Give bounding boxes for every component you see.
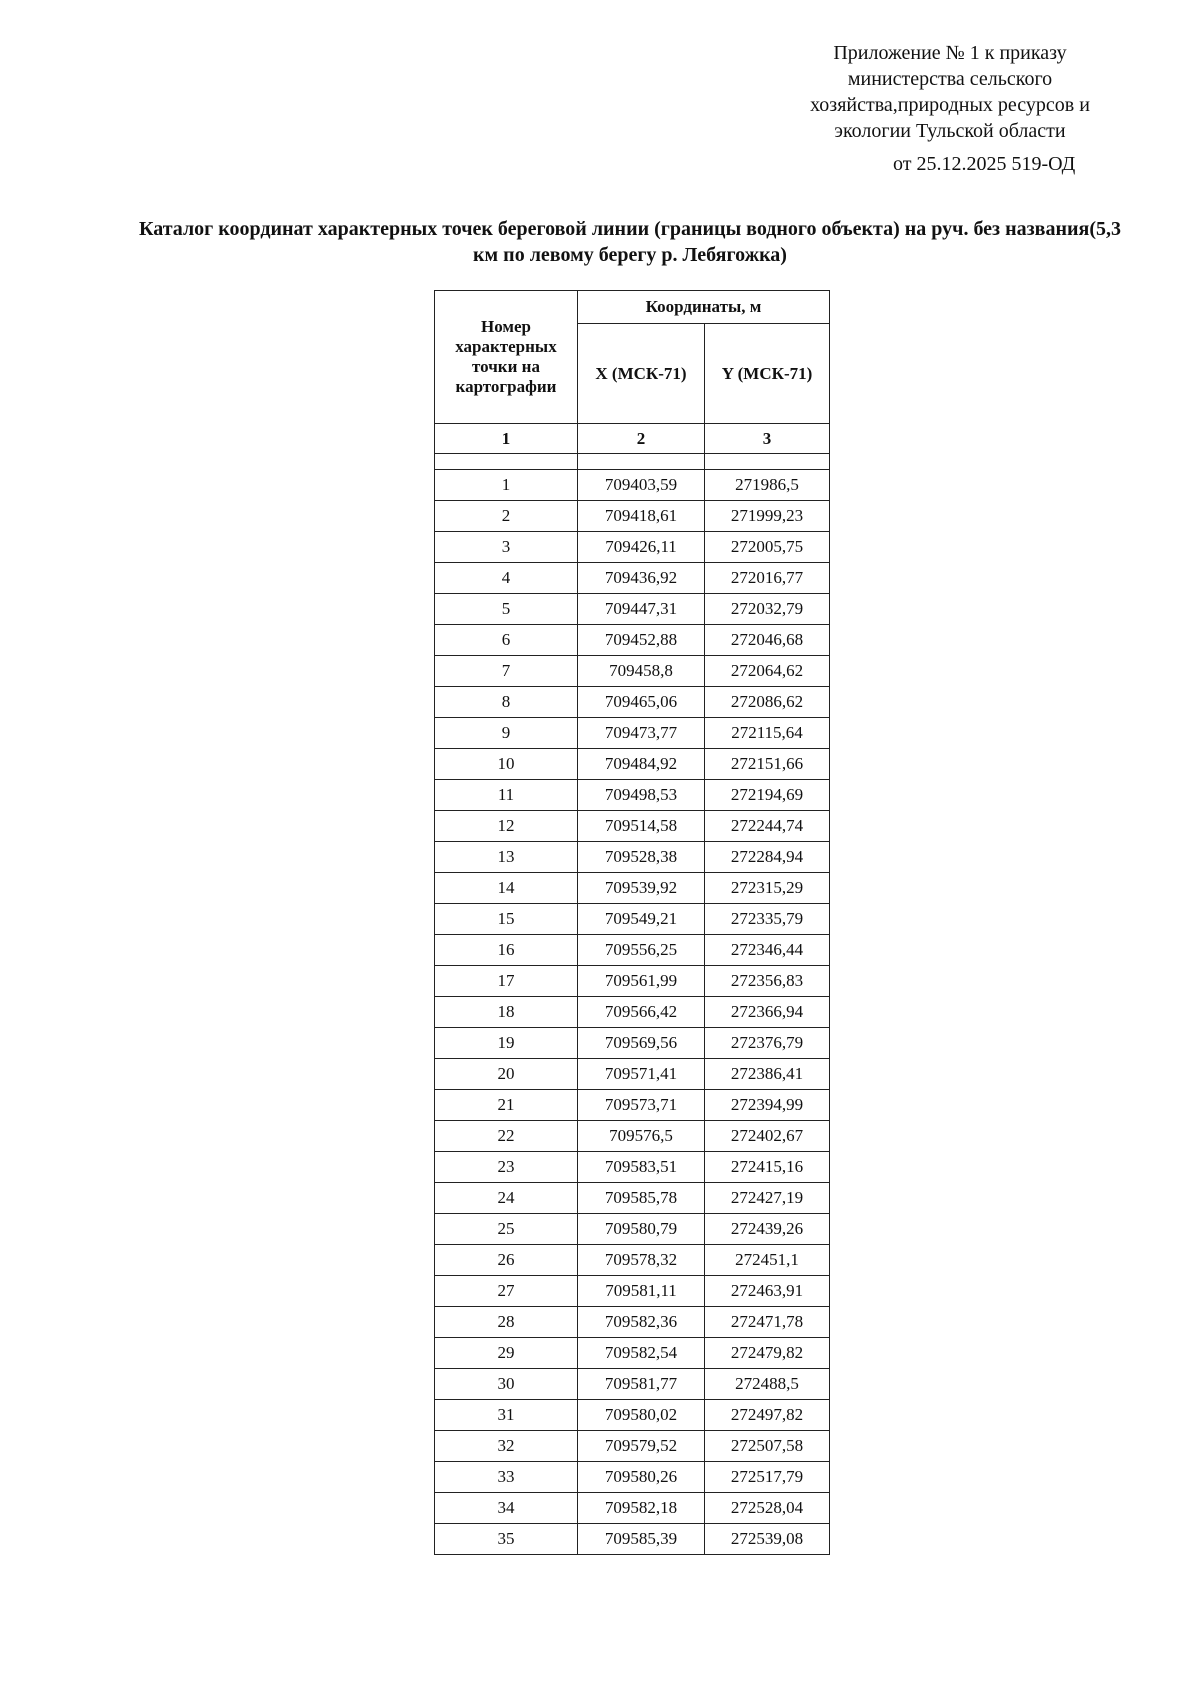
x-coordinate-cell: 709447,31 [578, 594, 705, 625]
point-number-cell: 14 [435, 873, 578, 904]
x-coordinate-cell: 709583,51 [578, 1152, 705, 1183]
table-row [435, 1369, 830, 1400]
point-number-cell: 23 [435, 1152, 578, 1183]
x-coordinate-cell: 709484,92 [578, 749, 705, 780]
appendix-date: от 25.12.2025 519-ОД [893, 153, 1076, 175]
y-coordinate-cell: 272463,91 [705, 1276, 830, 1307]
y-coordinate-cell: 272497,82 [705, 1400, 830, 1431]
y-coordinate-cell: 272064,62 [705, 656, 830, 687]
table-row [435, 811, 830, 842]
point-number-cell: 35 [435, 1524, 578, 1555]
y-coordinate-cell: 272315,29 [705, 873, 830, 904]
y-coordinate-cell: 272046,68 [705, 625, 830, 656]
y-coordinate-cell: 271986,5 [705, 470, 830, 501]
column-number: 2 [578, 424, 705, 454]
x-coordinate-cell: 709549,21 [578, 904, 705, 935]
y-coordinate-cell: 272415,16 [705, 1152, 830, 1183]
table-row [435, 873, 830, 904]
table-row [435, 1307, 830, 1338]
point-number-cell: 6 [435, 625, 578, 656]
table-row [435, 501, 830, 532]
table-row [435, 904, 830, 935]
table-row [435, 842, 830, 873]
table-row [435, 594, 830, 625]
table-row [435, 1090, 830, 1121]
y-coordinate-cell: 272439,26 [705, 1214, 830, 1245]
y-coordinate-cell: 272335,79 [705, 904, 830, 935]
y-coordinate-cell: 272517,79 [705, 1462, 830, 1493]
point-number-cell: 21 [435, 1090, 578, 1121]
y-coordinate-cell: 272151,66 [705, 749, 830, 780]
y-coordinate-cell: 272528,04 [705, 1493, 830, 1524]
y-coordinate-cell: 272016,77 [705, 563, 830, 594]
x-coordinate-cell: 709561,99 [578, 966, 705, 997]
point-number-cell: 3 [435, 532, 578, 563]
x-coordinate-cell: 709418,61 [578, 501, 705, 532]
y-coordinate-cell: 272032,79 [705, 594, 830, 625]
table-row [435, 1400, 830, 1431]
table-row [435, 1245, 830, 1276]
appendix-line: хозяйства,природных ресурсов и [810, 94, 1090, 116]
point-number-cell: 10 [435, 749, 578, 780]
x-coordinate-cell: 709585,78 [578, 1183, 705, 1214]
point-number-cell: 25 [435, 1214, 578, 1245]
header-y: Y (МСК-71) [705, 324, 830, 424]
y-coordinate-cell: 272471,78 [705, 1307, 830, 1338]
x-coordinate-cell: 709581,77 [578, 1369, 705, 1400]
x-coordinate-cell: 709465,06 [578, 687, 705, 718]
table-row [435, 532, 830, 563]
point-number-cell: 12 [435, 811, 578, 842]
x-coordinate-cell: 709582,36 [578, 1307, 705, 1338]
table-row [435, 1059, 830, 1090]
table-row [435, 780, 830, 811]
table-row [435, 1152, 830, 1183]
y-coordinate-cell: 272366,94 [705, 997, 830, 1028]
table-row [435, 470, 830, 501]
table-row [435, 997, 830, 1028]
point-number-cell: 11 [435, 780, 578, 811]
appendix-line: Приложение № 1 к приказу [833, 42, 1067, 64]
y-coordinate-cell: 272539,08 [705, 1524, 830, 1555]
x-coordinate-cell: 709556,25 [578, 935, 705, 966]
x-coordinate-cell: 709458,8 [578, 656, 705, 687]
header-coordinates: Координаты, м [578, 291, 830, 324]
point-number-cell: 15 [435, 904, 578, 935]
point-number-cell: 32 [435, 1431, 578, 1462]
x-coordinate-cell: 709452,88 [578, 625, 705, 656]
point-number-cell: 4 [435, 563, 578, 594]
document-title: Каталог координат характерных точек береговой линии (границы водного объекта) на руч. без названия(5,3 км по левому берегу р. Лебягожка) [139, 218, 1121, 266]
table-row [435, 718, 830, 749]
x-coordinate-cell: 709539,92 [578, 873, 705, 904]
table-body [435, 470, 830, 1555]
table-row [435, 1338, 830, 1369]
point-number-cell: 24 [435, 1183, 578, 1214]
header-x: X (МСК-71) [578, 324, 705, 424]
y-coordinate-cell: 272244,74 [705, 811, 830, 842]
x-coordinate-cell: 709573,71 [578, 1090, 705, 1121]
point-number-cell: 20 [435, 1059, 578, 1090]
table-row [435, 1431, 830, 1462]
table-row [435, 1462, 830, 1493]
point-number-cell: 22 [435, 1121, 578, 1152]
table-row [435, 656, 830, 687]
table-row [435, 1493, 830, 1524]
table-row [435, 687, 830, 718]
point-number-cell: 18 [435, 997, 578, 1028]
y-coordinate-cell: 272507,58 [705, 1431, 830, 1462]
x-coordinate-cell: 709473,77 [578, 718, 705, 749]
x-coordinate-cell: 709585,39 [578, 1524, 705, 1555]
point-number-cell: 34 [435, 1493, 578, 1524]
x-coordinate-cell: 709582,54 [578, 1338, 705, 1369]
point-number-cell: 17 [435, 966, 578, 997]
x-coordinate-cell: 709579,52 [578, 1431, 705, 1462]
x-coordinate-cell: 709582,18 [578, 1493, 705, 1524]
y-coordinate-cell: 272427,19 [705, 1183, 830, 1214]
point-number-cell: 1 [435, 470, 578, 501]
point-number-cell: 16 [435, 935, 578, 966]
x-coordinate-cell: 709580,02 [578, 1400, 705, 1431]
y-coordinate-cell: 272386,41 [705, 1059, 830, 1090]
column-number: 3 [705, 424, 830, 454]
point-number-cell: 27 [435, 1276, 578, 1307]
table-row [435, 1028, 830, 1059]
x-coordinate-cell: 709436,92 [578, 563, 705, 594]
x-coordinate-cell: 709498,53 [578, 780, 705, 811]
x-coordinate-cell: 709580,79 [578, 1214, 705, 1245]
point-number-cell: 2 [435, 501, 578, 532]
x-coordinate-cell: 709571,41 [578, 1059, 705, 1090]
x-coordinate-cell: 709528,38 [578, 842, 705, 873]
table-row [435, 1214, 830, 1245]
y-coordinate-cell: 271999,23 [705, 501, 830, 532]
table-row [435, 625, 830, 656]
y-coordinate-cell: 272115,64 [705, 718, 830, 749]
y-coordinate-cell: 272346,44 [705, 935, 830, 966]
table-row [435, 563, 830, 594]
y-coordinate-cell: 272005,75 [705, 532, 830, 563]
point-number-cell: 31 [435, 1400, 578, 1431]
point-number-cell: 26 [435, 1245, 578, 1276]
appendix-header [780, 40, 1120, 144]
spacer-row [435, 454, 830, 470]
coordinates-table [434, 290, 830, 1555]
y-coordinate-cell: 272356,83 [705, 966, 830, 997]
appendix-line: министерства сельского [847, 68, 1053, 90]
point-number-cell: 33 [435, 1462, 578, 1493]
x-coordinate-cell: 709576,5 [578, 1121, 705, 1152]
point-number-cell: 30 [435, 1369, 578, 1400]
table-row [435, 1183, 830, 1214]
header-point-number: Номер характерных точки на картографии [435, 291, 578, 424]
y-coordinate-cell: 272284,94 [705, 842, 830, 873]
y-coordinate-cell: 272376,79 [705, 1028, 830, 1059]
x-coordinate-cell: 709403,59 [578, 470, 705, 501]
y-coordinate-cell: 272488,5 [705, 1369, 830, 1400]
x-coordinate-cell: 709580,26 [578, 1462, 705, 1493]
column-number: 1 [435, 424, 578, 454]
point-number-cell: 13 [435, 842, 578, 873]
table-row [435, 935, 830, 966]
point-number-cell: 28 [435, 1307, 578, 1338]
x-coordinate-cell: 709581,11 [578, 1276, 705, 1307]
y-coordinate-cell: 272479,82 [705, 1338, 830, 1369]
x-coordinate-cell: 709578,32 [578, 1245, 705, 1276]
appendix-line: экологии Тульской области [834, 120, 1066, 142]
point-number-cell: 19 [435, 1028, 578, 1059]
y-coordinate-cell: 272402,67 [705, 1121, 830, 1152]
point-number-cell: 7 [435, 656, 578, 687]
y-coordinate-cell: 272451,1 [705, 1245, 830, 1276]
x-coordinate-cell: 709426,11 [578, 532, 705, 563]
table-row [435, 749, 830, 780]
point-number-cell: 29 [435, 1338, 578, 1369]
y-coordinate-cell: 272086,62 [705, 687, 830, 718]
table-row [435, 966, 830, 997]
point-number-cell: 9 [435, 718, 578, 749]
table-row [435, 1276, 830, 1307]
y-coordinate-cell: 272394,99 [705, 1090, 830, 1121]
table-row [435, 1524, 830, 1555]
table-row [435, 1121, 830, 1152]
point-number-cell: 5 [435, 594, 578, 625]
point-number-cell: 8 [435, 687, 578, 718]
x-coordinate-cell: 709569,56 [578, 1028, 705, 1059]
x-coordinate-cell: 709566,42 [578, 997, 705, 1028]
y-coordinate-cell: 272194,69 [705, 780, 830, 811]
x-coordinate-cell: 709514,58 [578, 811, 705, 842]
